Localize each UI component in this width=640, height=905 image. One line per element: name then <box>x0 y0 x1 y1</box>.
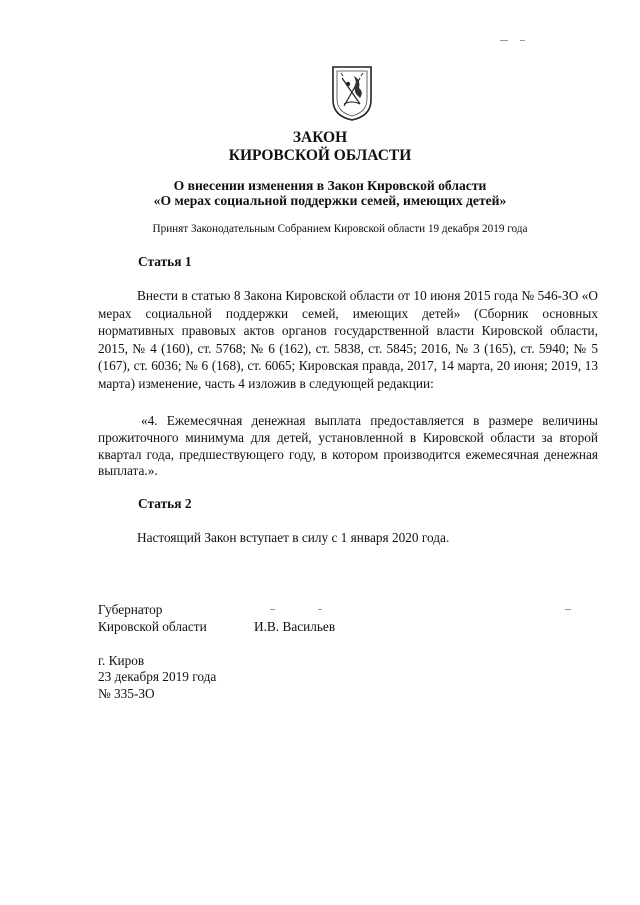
footer-number: № 335-ЗО <box>98 686 155 701</box>
article2-text: Настоящий Закон вступает в силу с 1 января 2020 года. <box>137 530 450 545</box>
footer-city: г. Киров <box>98 653 145 668</box>
article1-heading: Статья 1 <box>138 254 192 269</box>
footer-date: 23 декабря 2019 года <box>98 669 217 684</box>
coat-of-arms-icon <box>330 64 374 122</box>
law-title: ЗАКОН <box>292 129 348 146</box>
signature-name: И.В. Васильев <box>254 619 336 634</box>
scan-mark <box>270 609 275 610</box>
signature-region: Кировской области <box>98 619 207 634</box>
law-region: КИРОВСКОЙ ОБЛАСТИ <box>228 147 412 164</box>
article1-text: Внести в статью 8 Закона Кировской области от 10 июня 2015 года № 546-ЗО «О мерах социальной поддержки семей, имеющих детей» (Сборник основных нормативных правовых актов органов государственной власти Кировской области, 2015, № 4 (160), ст. 5768; № 6 (162), ст. 5838, ст. 5845; 2016, № 3 (165), ст. 5940; № 5 (167), ст. 6036; № 6 (168), ст. 6065; Кировская правда, 2017, 14 марта, 20 июня; 2019, 13 марта) изменение, часть 4 изложив в следующей редакции: <box>98 288 598 391</box>
scan-mark <box>318 609 322 610</box>
article2-heading: Статья 2 <box>138 496 192 511</box>
article1-quote: «4. Ежемесячная денежная выплата предоставляется в размере величины прожиточного минимума для детей, установленной в Кировской области за второй квартал года, предшествующего году, в котором производится ежемесячная денежная выплата.». <box>98 413 598 479</box>
scan-mark <box>500 40 508 41</box>
scan-mark <box>520 40 525 41</box>
adoption-note: Принят Законодательным Собранием Кировской области 19 декабря 2019 года <box>152 223 528 235</box>
signature-position: Губернатор <box>98 602 163 617</box>
scan-mark <box>565 609 571 610</box>
law-subtitle-line1: О внесении изменения в Закон Кировской области <box>173 178 487 193</box>
law-subtitle-line2: «О мерах социальной поддержки семей, имеющих детей» <box>153 193 507 208</box>
